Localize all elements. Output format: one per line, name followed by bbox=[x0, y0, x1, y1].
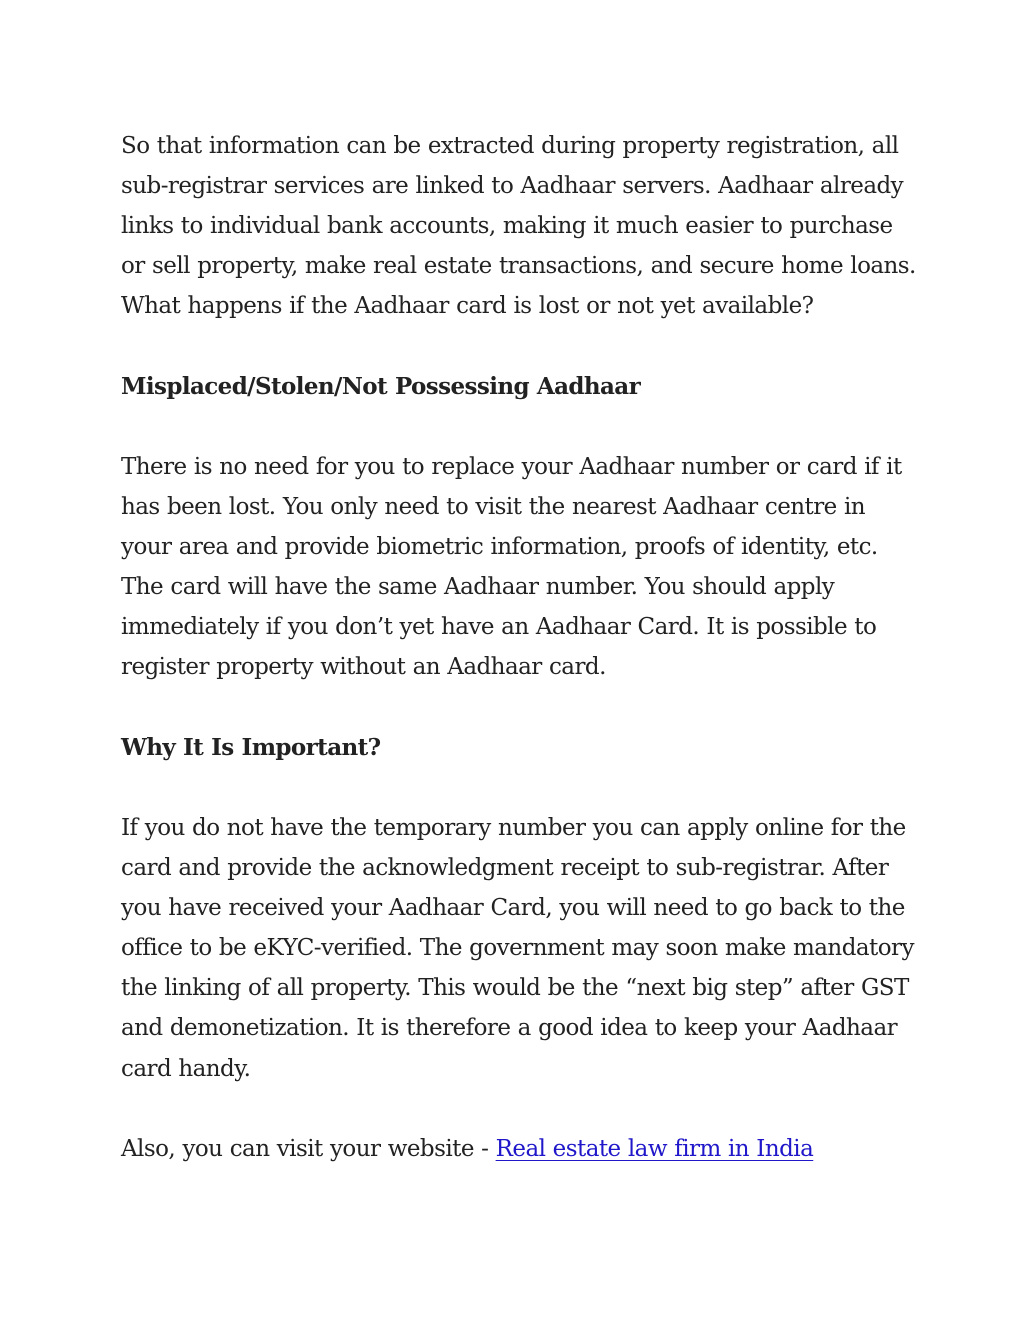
misplaced-paragraph: There is no need for you to replace your Aadhaar number or card if it has been lost. You only need to visit the nearest Aadhaar centre in your area and provide biometric information, proofs of identity, etc. The card will have the same Aadhaar number. You should apply immediately if you don’t yet have an Aadhaar Card. It is possible to register property without an Aadhaar card. bbox=[121, 453, 902, 681]
importance-paragraph: If you do not have the temporary number you can apply online for the card and provide the acknowledgment receipt to sub-registrar. After you have received your Aadhaar Card, you will need to go back to the office to be eKYC-verified. The government may soon make mandatory the linking of all property. This would be the “next big step” after GST and demonetization. It is therefore a good idea to keep your Aadhaar card handy. bbox=[121, 814, 914, 1082]
closing-paragraph bbox=[121, 1129, 921, 1169]
law-firm-link[interactable]: Real estate law firm in India bbox=[495, 1135, 814, 1162]
document-page bbox=[121, 126, 921, 1209]
section-heading-importance: Why It Is Important? bbox=[121, 733, 381, 761]
closing-text: Also, you can visit your website - bbox=[121, 1135, 496, 1162]
intro-paragraph: So that information can be extracted during property registration, all sub-registrar services are linked to Aadhaar servers. Aadhaar already links to individual bank accounts, making it much easier to purchase or sell property, make real estate transactions, and secure home loans. What happens if the Aadhaar card is lost or not yet available? bbox=[121, 133, 916, 320]
section-heading-misplaced: Misplaced/Stolen/Not Possessing Aadhaar bbox=[121, 372, 641, 400]
